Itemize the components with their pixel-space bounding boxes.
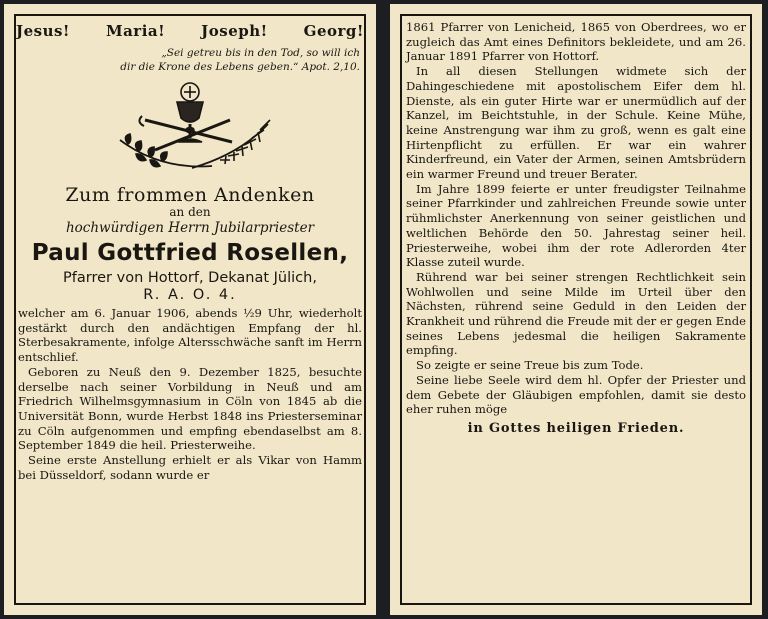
paragraph-prayer: Seine liebe Seele wird dem hl. Opfer der Priester und dem Gebete der Gläubigen empfohlen, damit sie desto eher ruhen möge [406, 372, 746, 417]
paragraph-faithfulness: So zeigte er seine Treue bis zum Tode. [416, 358, 644, 373]
paragraph-death: welcher am 6. Januar 1906, abends ½9 Uhr, wiederholt gestärkt durch den andächtigen Empfang der hl. Sterbesakramente, infolge Altersschwäche sanft im Herrn entschlief. [18, 306, 362, 365]
invocation-jesus: Jesus! [16, 22, 71, 40]
order-line: R. A. O. 4. [143, 287, 237, 303]
honorific-line: hochwürdigen Herrn Jubilarpriester [65, 220, 315, 236]
right-body-text [402, 16, 750, 436]
position-line: Pfarrer von Hottorf, Dekanat Jülich, [63, 270, 317, 286]
left-body-text [16, 306, 364, 482]
invocation-line [16, 22, 364, 40]
paragraph-jubilee: Im Jahre 1899 feierte er unter freudigster Teilnahme seiner Pfarrkinder und zahlreichen Freunde sowie unter rühmlichster Anerkennung von seiner geistlichen und weltlichen Behörde den 50. Jahrestag seiner heil. Priesterweihe, wobei ihm der rote Adlerorden 4ter Klasse zuteil wurde. [406, 181, 746, 270]
bible-quote [16, 46, 364, 74]
paragraph-career: 1861 Pfarrer von Lenicheid, 1865 von Oberdrees, wo er zugleich das Amt eines Definitors bekleidete, und am 26. Januar 1891 Pfarrer von Hottorf. [406, 20, 746, 64]
left-page-content [16, 16, 364, 603]
paragraph-dedication: In all diesen Stellungen widmete sich der Dahingeschiedene mit apostolischem Eifer dem hl. Dienste, als ein guter Hirte war er unermüdlich auf der Kanzel, im Beichtstuhle, in der Schule. Keine Mühe, keine Anstrengung war ihm zu groß, wenn es galt eine Hirtenpflicht zu erfüllen. Er war ein wahrer Kinderfreund, ein Vater der Armen, seinen Amtsbrüdern ein warmer Freund und treuer Berater. [406, 64, 746, 182]
right-page [390, 4, 762, 615]
quote-line-2: dir die Krone des Lebens geben.“ Apot. 2,10. [120, 61, 360, 73]
chalice-emblem-icon [100, 80, 280, 178]
memorial-title: Zum frommen Andenken [65, 184, 315, 206]
invocation-joseph: Joseph! [201, 22, 268, 40]
an-den-line: an den [169, 205, 211, 219]
paragraph-biography: Geboren zu Neuß den 9. Dezember 1825, besuchte derselbe nach seiner Vorbildung in Neuß und am Friedrich Wilhelmsgymnasium in Cöln von 1845 ab die Universität Bonn, wurde Herbst 1848 ins Priesterseminar zu Cöln aufgenommen und empfing ebendaselbst am 8. September 1849 die heil. Priesterweihe. [18, 364, 362, 453]
left-page [4, 4, 376, 615]
paragraph-character: Rührend war bei seiner strengen Rechtlichkeit sein Wohlwollen und seine Milde im Urteil über den Nächsten, rührend seine Geduld in den Leiden der Krankheit und rührend die Freude mit der er gegen Ende seines Lebens jedesmal die heiligen Sakramente empfing. [406, 269, 746, 358]
paragraph-first-post: Seine erste Anstellung erhielt er als Vikar von Hamm bei Düsseldorf, sodann wurde er [18, 453, 362, 482]
invocation-maria: Maria! [105, 22, 166, 40]
closing-line: in Gottes heiligen Frieden. [467, 420, 685, 436]
deceased-name: Paul Gottfried Rosellen, [31, 240, 349, 266]
quote-line-1: „Sei getreu bis in den Tod, so will ich [161, 47, 360, 59]
right-page-content [402, 16, 750, 603]
invocation-georg: Georg! [303, 22, 364, 40]
